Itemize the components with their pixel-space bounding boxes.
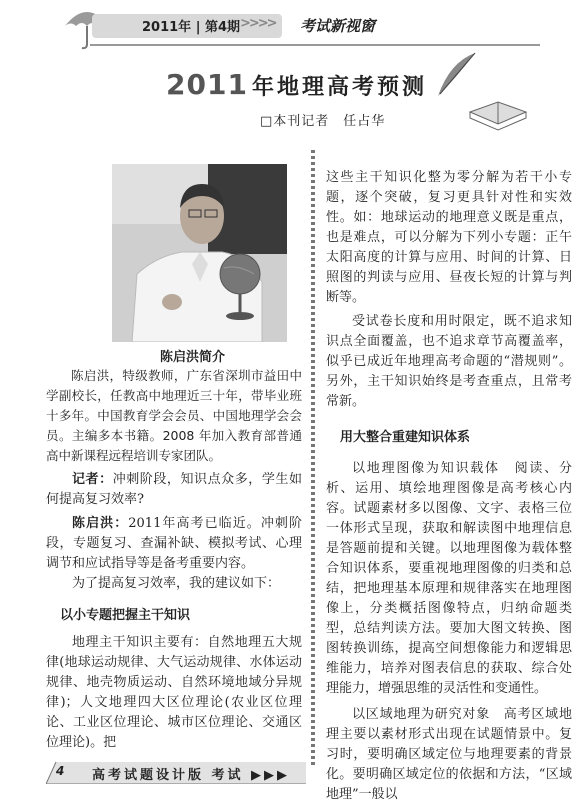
byline: □本刊记者 任占华 — [260, 114, 386, 129]
question-label: 记者： — [72, 472, 113, 487]
title-year: 2011 — [166, 68, 248, 101]
paragraph: 以区域地理为研究对象 高考区域地理主要以素材形式出现在试题情景中。复习时，要明确区域定位与地理要素的背景化。要明确区域定位的依据和方法，“区域地理”一般以 — [326, 707, 572, 802]
column-divider — [311, 150, 315, 765]
author-photo — [112, 164, 287, 342]
issue-label: 2011年 | 第4期 — [142, 20, 241, 35]
right-column — [326, 168, 572, 805]
author-bio: 陈启洪，特级教师，广东省深圳市益田中学副校长，任教高中地理近三十年，带毕业班十多年。中国教育学会会员、中国地理学会会员。主编多本书籍。2008 年加入教育部普通高中新课程远程培训专家团队。 — [46, 368, 302, 463]
paragraph: 以地理图像为知识载体 阅读、分析、运用、填绘地理图像是高考核心内容。试题素材多以图像、文字、表格三位一体形式呈现，获取和解读图中地理信息是答题前提和关键。以地理图像为载体整合知识体系，要重视地理图像的归类和总结，把地理基本原理和规律落实在地理图像上，分类概括图像特点，归纳命题类型，总结判读方法。要加大图文转换、图图转换训练，提高空间想像能力和逻辑思维能力，培养对图表信息的获取、综合处理能力，增强思维的灵活性和变通性。 — [326, 461, 572, 696]
interview-question — [46, 470, 302, 510]
footer-title: 高考试题设计版 考试 ▶▶▶ — [92, 768, 291, 783]
header-arrows: >>>> — [240, 16, 276, 31]
book-icon — [468, 92, 528, 132]
paragraph: 受试卷长度和用时限定，既不追求知识点全面覆盖，也不追求章节高覆盖率，似乎已成近年地理高考命题的“潜规则”。另外，主干知识始终是考查重点，且常考常新。 — [326, 314, 572, 409]
question-text: 冲刺阶段，知识点众多，学生如何提高复习效率? — [46, 472, 302, 507]
answer-text: 2011年高考已临近。冲刺阶段，专题复习、查漏补缺、模拟考试、心理调节和应试指导等是备考重要内容。 — [46, 516, 302, 571]
header-rule — [90, 44, 540, 46]
answer-label: 陈启洪： — [72, 516, 129, 531]
page-number: 4 — [56, 764, 65, 778]
paragraph: 地理主干知识主要有：自然地理五大规律(地球运动规律、大气运动规律、水体运动规律、地壳物质运动、自然环境地域分异规律)；人文地理四大区位理论(农业区位理论、工业区位理论、城市区位理论、交通区位理论)。把 — [46, 635, 302, 750]
photo-caption: 陈启洪简介 — [160, 350, 226, 365]
section-heading: 用大整合重建知识体系 — [340, 430, 471, 445]
paragraph: 这些主干知识化整为零分解为若干小专题，逐个突破，复习更具针对性和实效性。如：地球运动的地理意义既是重点，也是难点，可以分解为下列小专题：正午太阳高度的计算与应用、时间的计算、日照图的判读与应用、昼夜长短的计算与判断等。 — [326, 170, 572, 305]
left-column — [46, 366, 302, 753]
article-title: 年地理高考预测 — [252, 75, 428, 100]
paragraph: 为了提高复习效率，我的建议如下： — [72, 576, 281, 591]
interview-answer — [46, 514, 302, 574]
section-heading: 以小专题把握主干知识 — [60, 608, 191, 623]
column-title: 考试新视窗 — [300, 17, 376, 35]
